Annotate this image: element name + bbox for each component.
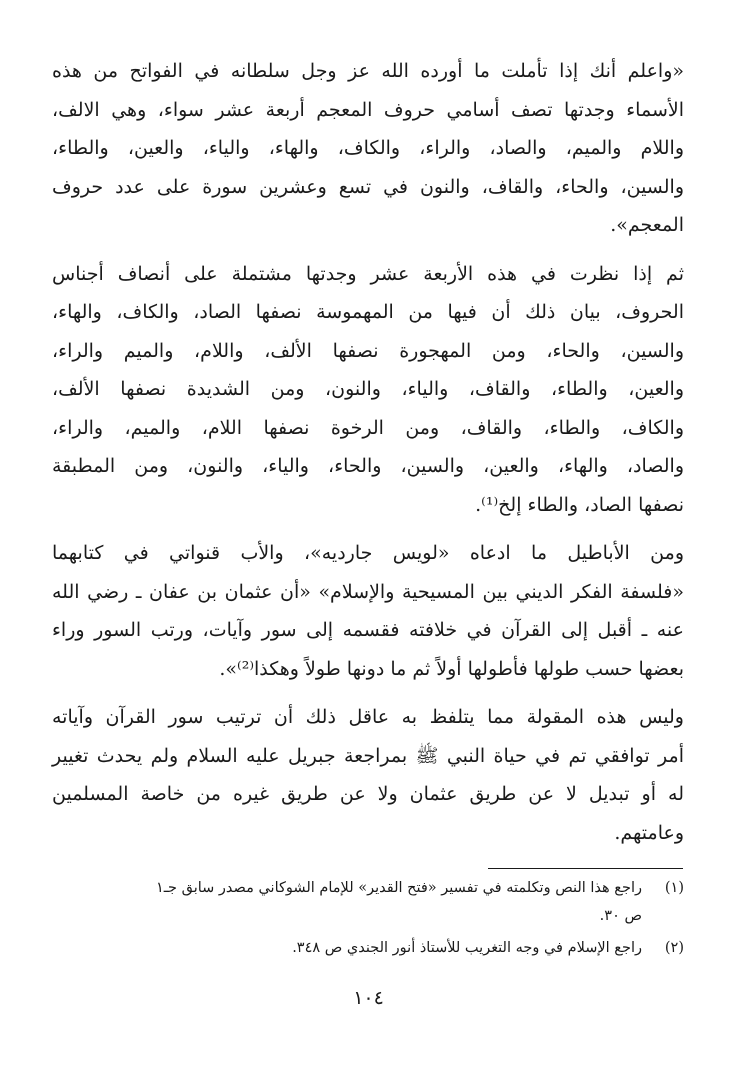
text-line: وليس هذه المقولة مما يتلفظ به عاقل ذلك أن ترتيب سور القرآن وآياته: [52, 706, 684, 728]
footnote-text: [52, 934, 642, 962]
text-line: بعضها حسب طولها فأطولها أولاً ثم ما دونها طولاً وهكذا⁽²⁾».: [219, 657, 684, 680]
text-line: له أو تبديل لا عن طريق عثمان ولا عن طريق غيره من خاصة المسلمين: [52, 783, 684, 805]
text-line: وعامتهم.: [614, 821, 684, 844]
paragraph-4: [52, 698, 684, 852]
text-line: والكاف، والطاء، والقاف، ومن الرخوة نصفها اللام، والميم، والراء،: [52, 416, 684, 439]
paragraph-3: [52, 534, 684, 688]
text-line: والسين، والحاء، والقاف، والنون في تسع وعشرين سورة على عدد حروف: [52, 175, 684, 198]
text-line: ومن الأباطيل ما ادعاه «لويس جارديه»، والأب قنواتي في كتابهما: [52, 542, 684, 564]
text-line: ثم إذا نظرت في هذه الأربعة عشر وجدتها مشتملة على أنصاف أجناس: [52, 262, 684, 285]
text-line: عنه ـ أقبل إلى القرآن في خلافته فقسمه إلى سور وآيات، ورتب السور وراء: [52, 619, 684, 641]
footnote-line: راجع هذا النص وتكلمته في تفسير «فتح القدير» للإمام الشوكاني مصدر سابق جـ١: [155, 880, 642, 896]
main-text: [52, 52, 684, 862]
text-line: والصاد، والهاء، والعين، والسين، والحاء، والياء، والنون، ومن المطبقة: [52, 455, 684, 477]
footnote-line: ص ٣٠.: [599, 908, 642, 924]
footnote-number: (٢): [664, 940, 684, 956]
text-line: الأسماء وجدتها تصف أسامي حروف المعجم أربعة عشر سواء، وهي الالف،: [52, 98, 684, 121]
footnote-line: راجع الإسلام في وجه التغريب للأستاذ أنور الجندي ص ٣٤٨.: [292, 940, 642, 956]
text-line: أمر توافقي تم في حياة النبي ﷺ بمراجعة جبريل عليه السلام ولم يحدث تغيير: [52, 744, 684, 767]
footnote-separator: [488, 868, 683, 869]
text-line: نصفها الصاد، والطاء إلخ⁽¹⁾.: [475, 493, 684, 516]
text-line: «فلسفة الفكر الديني بين المسيحية والإسلام» «أن عثمان بن عفان ـ رضي الله: [52, 580, 684, 603]
text-line: المعجم».: [610, 214, 684, 236]
page-number: ١٠٤: [353, 987, 384, 1009]
footnotes: [52, 874, 684, 962]
text-line: والسين، والحاء، ومن المهجورة نصفها الألف، واللام، والميم والراء،: [52, 339, 684, 362]
footnote-1: [52, 874, 684, 930]
paragraph-2: [52, 255, 684, 525]
paragraph-1: [52, 52, 684, 245]
text-line: «واعلم أنك إذا تأملت ما أورده الله عز وجل سلطانه في الفواتح من هذه: [52, 60, 684, 82]
text-line: واللام والميم، والصاد، والراء، والكاف، والهاء، والياء، والعين، والطاء،: [52, 137, 684, 159]
footnote-2: [52, 934, 684, 962]
text-line: والعين، والطاء، والقاف، والياء، والنون، ومن الشديدة نصفها الألف،: [52, 378, 684, 400]
footnote-number: (١): [664, 880, 684, 896]
text-line: الحروف، بيان ذلك أن فيها من المهموسة نصفها الصاد، والكاف، والهاء،: [52, 301, 684, 323]
footnote-text: [52, 874, 642, 930]
